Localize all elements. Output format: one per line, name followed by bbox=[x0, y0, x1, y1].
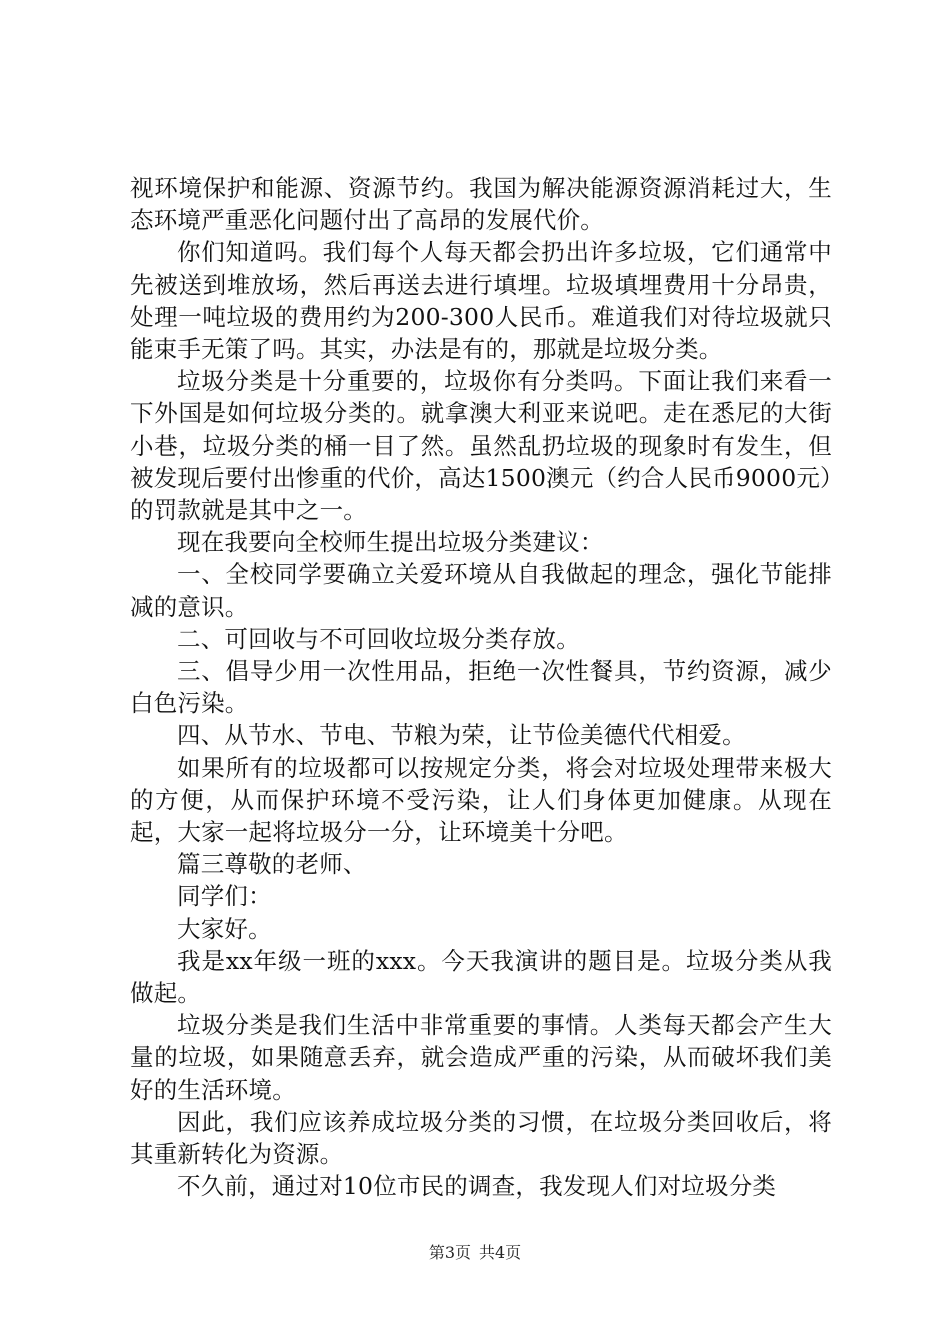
paragraph: 篇三尊敬的老师、 bbox=[177, 850, 367, 879]
paragraph: 同学们： bbox=[177, 882, 272, 911]
page-footer bbox=[0, 1243, 950, 1263]
page-number: 第3页 bbox=[428, 1243, 471, 1262]
document-body bbox=[130, 172, 832, 1203]
paragraph: 现在我要向全校师生提出垃圾分类建议： bbox=[177, 528, 604, 557]
paragraph: 一、全校同学要确立关爱环境从自我做起的理念，强化节能排减的意识。 bbox=[130, 560, 832, 621]
paragraph: 你们知道吗。我们每个人每天都会扔出许多垃圾，它们通常中先被送到堆放场，然后再送去进行填埋。垃圾填埋费用十分昂贵，处理一吨垃圾的费用约为200-300人民币。难道我们对待垃圾就只能束手无策了吗。其实，办法是有的，那就是垃圾分类。 bbox=[130, 238, 832, 364]
paragraph: 因此，我们应该养成垃圾分类的习惯，在垃圾分类回收后，将其重新转化为资源。 bbox=[130, 1107, 832, 1169]
paragraph: 不久前，通过对10位市民的调查，我发现人们对垃圾分类 bbox=[177, 1172, 777, 1201]
paragraph: 大家好。 bbox=[177, 914, 272, 943]
paragraph: 垃圾分类是十分重要的，垃圾你有分类吗。下面让我们来看一下外国是如何垃圾分类的。就拿澳大利亚来说吧。走在悉尼的大街小巷，垃圾分类的桶一目了然。虽然乱扔垃圾的现象时有发生，但被发现后要付出惨重的代价，高达1500澳元（约合人民币9000元）的罚款就是其中之一。 bbox=[130, 367, 832, 525]
paragraph: 垃圾分类是我们生活中非常重要的事情。人类每天都会产生大量的垃圾，如果随意丢弃，就会造成严重的污染，从而破坏我们美好的生活环境。 bbox=[130, 1011, 832, 1104]
paragraph: 视环境保护和能源、资源节约。我国为解决能源资源消耗过大，生态环境严重恶化问题付出了高昂的发展代价。 bbox=[130, 174, 832, 235]
paragraph: 如果所有的垃圾都可以按规定分类，将会对垃圾处理带来极大的方便，从而保护环境不受污染，让人们身体更加健康。从现在起，大家一起将垃圾分一分，让环境美十分吧。 bbox=[130, 753, 832, 847]
paragraph: 二、可回收与不可回收垃圾分类存放。 bbox=[177, 624, 580, 653]
paragraph: 三、倡导少用一次性用品，拒绝一次性餐具，节约资源，减少白色污染。 bbox=[130, 657, 832, 718]
page-total: 共4页 bbox=[479, 1243, 522, 1262]
paragraph: 我是xx年级一班的xxx。今天我演讲的题目是。垃圾分类从我做起。 bbox=[130, 946, 832, 1008]
paragraph: 四、从节水、节电、节粮为荣，让节俭美德代代相爱。 bbox=[177, 721, 746, 750]
